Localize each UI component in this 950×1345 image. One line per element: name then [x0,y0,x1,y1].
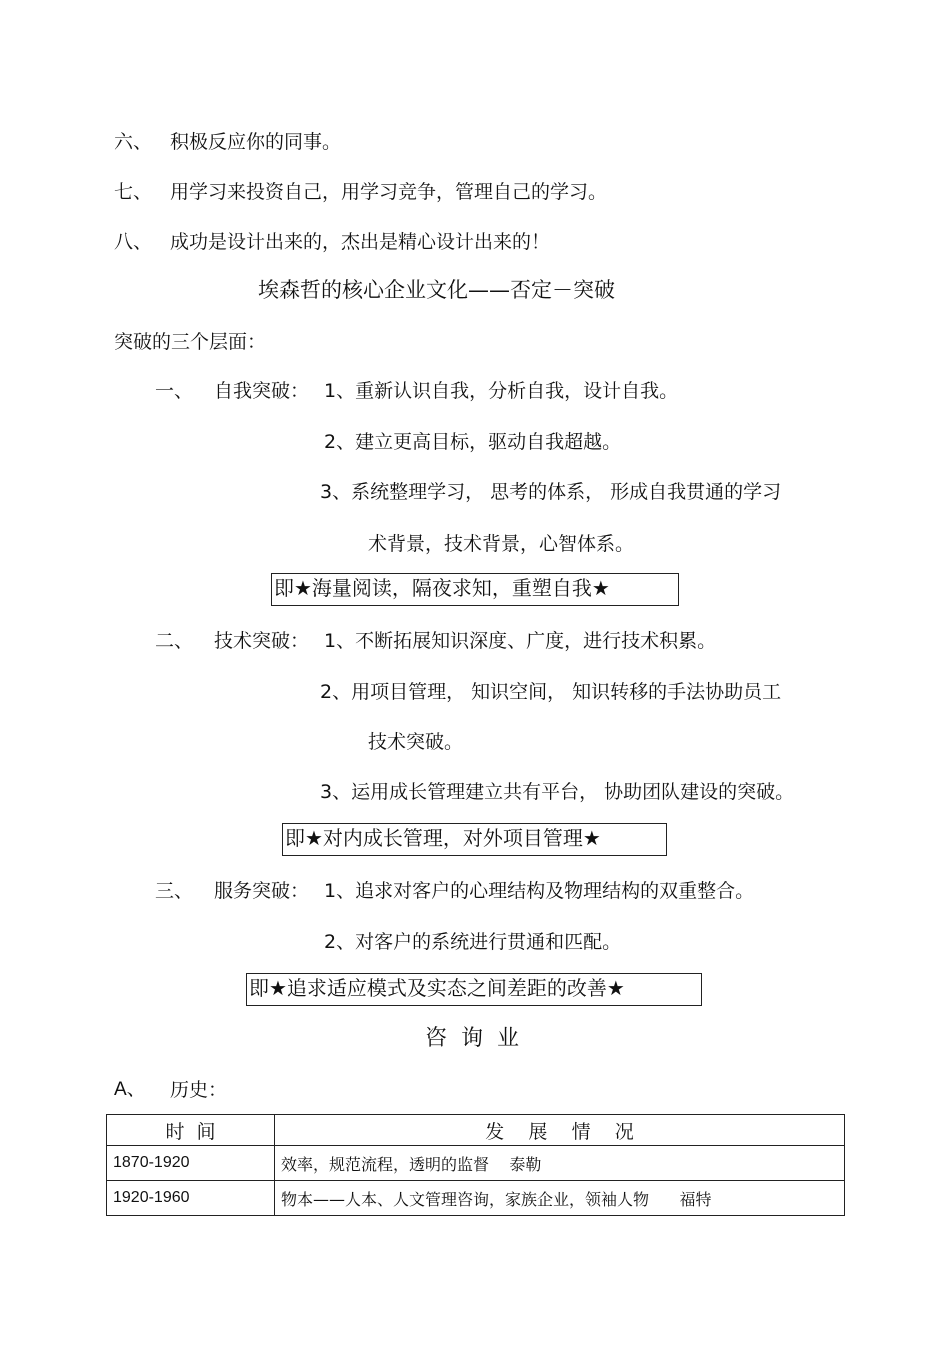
development-cell: 效率，规范流程，透明的监督 泰勒 [275,1146,845,1181]
level3-summary-box: 即★追求适应模式及实态之间差距的改善★ [246,973,702,1006]
item-number: 八、 [114,231,153,253]
level1-summary-box: 即★海量阅读，隔夜求知，重塑自我★ [271,573,679,606]
level1-item: 3、系统整理学习， 思考的体系， 形成自我贯通的学习 [320,481,782,503]
level3-number: 三、 [155,880,194,902]
column-header-development: 发 展 情 况 [275,1115,845,1146]
item-text: 成功是设计出来的，杰出是精心设计出来的！ [170,231,551,253]
history-number: A、 [114,1079,146,1100]
level1-label: 自我突破： [214,380,310,402]
levels-heading: 突破的三个层面： [114,331,267,353]
culture-title: 埃森哲的核心企业文化——否定－突破 [258,278,615,302]
item-text: 积极反应你的同事。 [170,131,342,153]
period-cell: 1870-1920 [107,1146,275,1181]
development-cell: 物本——人本、人文管理咨询，家族企业，领袖人物 福特 [275,1181,845,1216]
level2-number: 二、 [155,630,194,652]
column-header-time: 时 间 [107,1115,275,1146]
level1-number: 一、 [155,380,194,402]
level1-continuation: 术背景，技术背景，心智体系。 [368,533,635,555]
level3-item: 2、对客户的系统进行贯通和匹配。 [324,931,622,953]
period-cell: 1920-1960 [107,1181,275,1216]
table-row [107,1181,845,1216]
level2-item: 1、不断拓展知识深度、广度，进行技术积累。 [324,630,717,652]
level3-item: 1、追求对客户的心理结构及物理结构的双重整合。 [324,880,755,902]
level1-item: 1、重新认识自我，分析自我，设计自我。 [324,380,679,402]
level2-label: 技术突破： [214,630,310,652]
level2-continuation: 技术突破。 [368,731,464,753]
consulting-title: 咨 询 业 [425,1026,519,1051]
item-number: 六、 [114,131,153,153]
level2-summary-box: 即★对内成长管理，对外项目管理★ [282,823,667,856]
level3-label: 服务突破： [214,880,310,902]
item-text: 用学习来投资自己，用学习竞争，管理自己的学习。 [170,181,608,203]
level2-item: 3、运用成长管理建立共有平台， 协助团队建设的突破。 [320,781,795,803]
table-header-row [107,1115,845,1146]
level2-item: 2、用项目管理， 知识空间， 知识转移的手法协助员工 [320,681,782,703]
history-heading: 历史： [170,1079,228,1101]
item-number: 七、 [114,181,153,203]
level1-item: 2、建立更高目标，驱动自我超越。 [324,431,622,453]
table-row [107,1146,845,1181]
history-table [106,1114,845,1216]
